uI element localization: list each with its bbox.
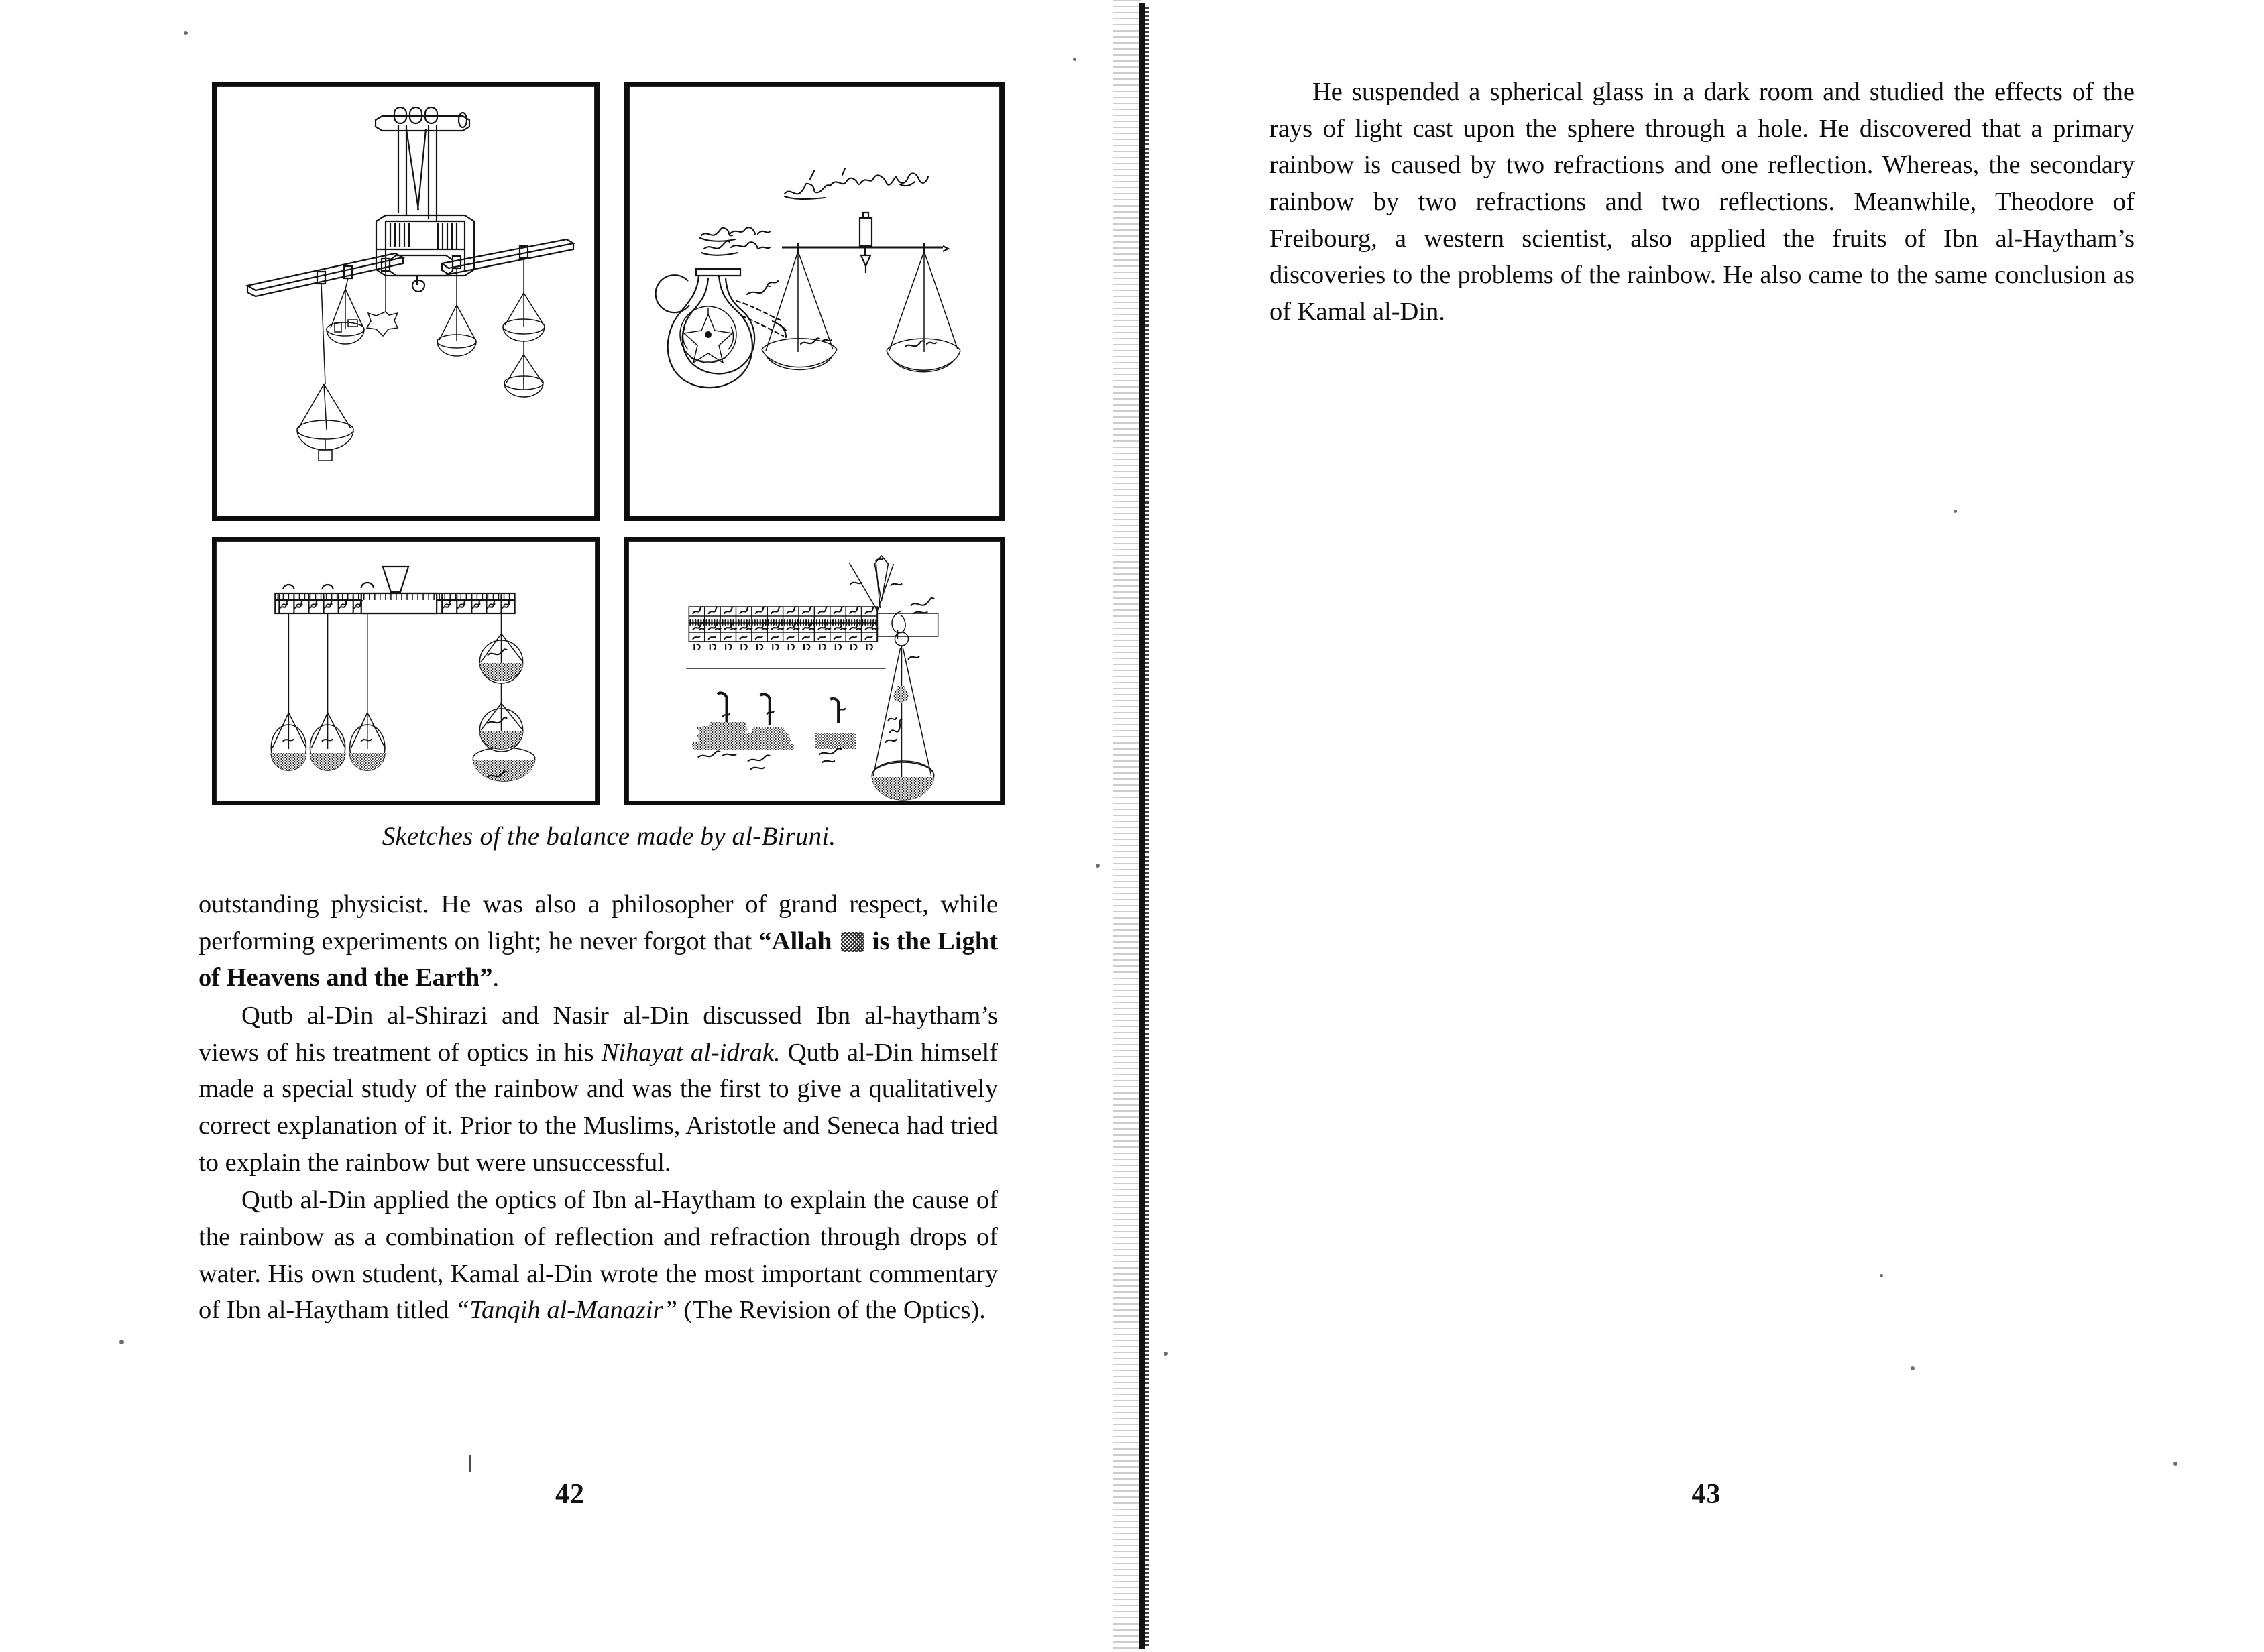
weights-table-drawing	[628, 541, 1001, 801]
scan-artifact-tick	[469, 1455, 471, 1472]
page-number-left: 42	[555, 1479, 585, 1510]
scan-speck	[119, 1340, 124, 1344]
text-run: outstanding physicist. He was also a philosopher of grand respect, while performing experiments on light; he never forgot that	[199, 890, 998, 955]
paragraph-1	[199, 886, 998, 996]
left-page-body-text	[199, 886, 998, 1329]
text-run: Qutb al-Din applied the optics of Ibn al-Haytham to explain the cause of the rainbow as a combination of reflection and refraction through drops of water. His own student, Kamal al-Din wrote the most important commentary of Ibn al-Haytham titled	[199, 1186, 998, 1325]
scan-speck	[1073, 58, 1076, 61]
figure-caption: Sketches of the balance made by al-Biruni.	[382, 822, 836, 851]
right-page	[1149, 0, 2264, 1652]
text-run: is the Light of Heavens and the Earth”	[199, 927, 999, 992]
graduated-beam-drawing	[216, 541, 596, 801]
scan-speck	[1164, 1352, 1168, 1356]
scan-speck	[184, 31, 188, 35]
panel-weights-table-and-pan	[624, 537, 1005, 805]
scan-speck	[1096, 864, 1100, 868]
text-run: He suspended a spherical glass in a dark room and studied the effects of the rays of light cast upon the sphere through a hole. He discovered that a primary rainbow is caused by two refractions and one reflection. Whereas, the secondary rainbow by two refractions and two reflections. Meanwhile, Theodore of Freibourg, a western scientist, also applied the fruits of Ibn al-Haytham’s discoveries to the problems of the rainbow. He also came to the same conclusion as of Kamal al-Din.	[1269, 78, 2135, 326]
scan-speck	[1880, 1274, 1883, 1277]
book-spine-line	[1139, 3, 1145, 1649]
text-run: “Allah	[758, 927, 839, 955]
paragraph-3	[199, 1182, 998, 1329]
text-run: Qutb al-Din al-Shirazi and Nasir al-Din discussed Ibn al-haytham’s views of his treatment of optics in his	[199, 1001, 998, 1067]
scan-speck	[2173, 1462, 2177, 1466]
paragraph-1	[1269, 74, 2135, 331]
page-number-right: 43	[1691, 1479, 1721, 1510]
allah-honorific-glyph	[841, 932, 864, 952]
steelyard-balance-drawing	[217, 86, 595, 516]
text-run: Qutb al-Din himself made a special study of the rainbow and was the first to give a qualitatively correct explanation of it. Prior to the Muslims, Aristotle and Seneca had tried to explain the rainbow but were unsuccessful.	[199, 1038, 998, 1177]
paragraph-2	[199, 998, 998, 1181]
panel-steelyard-balance-assembly	[212, 82, 600, 521]
text-run: .	[492, 963, 500, 992]
manuscript-balance-drawing	[629, 86, 1000, 516]
text-run: (The Revision of the Optics).	[677, 1296, 986, 1325]
text-run: Nihayat al-idrak.	[601, 1038, 781, 1067]
scan-speck	[1911, 1366, 1915, 1370]
text-run: “Tanqih al-Manazir”	[455, 1296, 678, 1325]
panel-manuscript-equal-arm-balance	[624, 82, 1005, 521]
right-page-body-text	[1269, 74, 2135, 331]
panel-graduated-beam-with-pans	[212, 537, 600, 805]
scan-speck	[1954, 510, 1957, 513]
figure-balance-sketches	[212, 82, 1006, 851]
figure-panel-grid	[212, 82, 1006, 805]
